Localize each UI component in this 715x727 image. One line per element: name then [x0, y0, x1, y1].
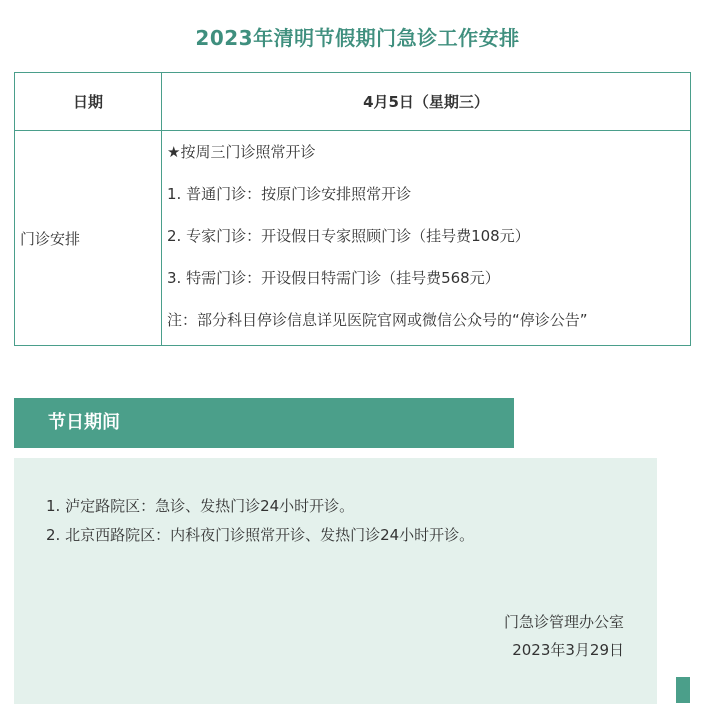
signature-date: 2023年3月29日 [512, 641, 624, 659]
schedule-note: 注：部分科目停诊信息详见医院官网或微信公众号的“停诊公告” [167, 311, 588, 329]
schedule-line: 3. 特需门诊：开设假日特需门诊（挂号费568元） [167, 269, 500, 287]
signature-office: 门急诊管理办公室 [503, 613, 624, 631]
schedule-line: ★按周三门诊照常开诊 [167, 143, 316, 161]
schedule-table [14, 72, 691, 346]
holiday-item: 1. 泸定路院区：急诊、发热门诊24小时开诊。 [46, 497, 355, 515]
header-date-label: 日期 [15, 73, 162, 131]
decorative-corner-block [676, 677, 690, 703]
row-label: 门诊安排 [15, 131, 162, 346]
schedule-line: 2. 专家门诊：开设假日专家照顾门诊（挂号费108元） [167, 227, 530, 245]
holiday-section-heading: 节日期间 [14, 398, 514, 448]
holiday-info-panel [14, 458, 657, 704]
table-row [15, 131, 691, 346]
table-header-row [15, 73, 691, 131]
schedule-line: 1. 普通门诊：按原门诊安排照常开诊 [167, 185, 412, 203]
holiday-item: 2. 北京西路院区：内科夜门诊照常开诊、发热门诊24小时开诊。 [46, 526, 475, 544]
row-content [162, 131, 691, 346]
page-title: 2023年清明节假期门急诊工作安排 [195, 26, 520, 50]
header-date-value: 4月5日（星期三） [162, 73, 691, 131]
